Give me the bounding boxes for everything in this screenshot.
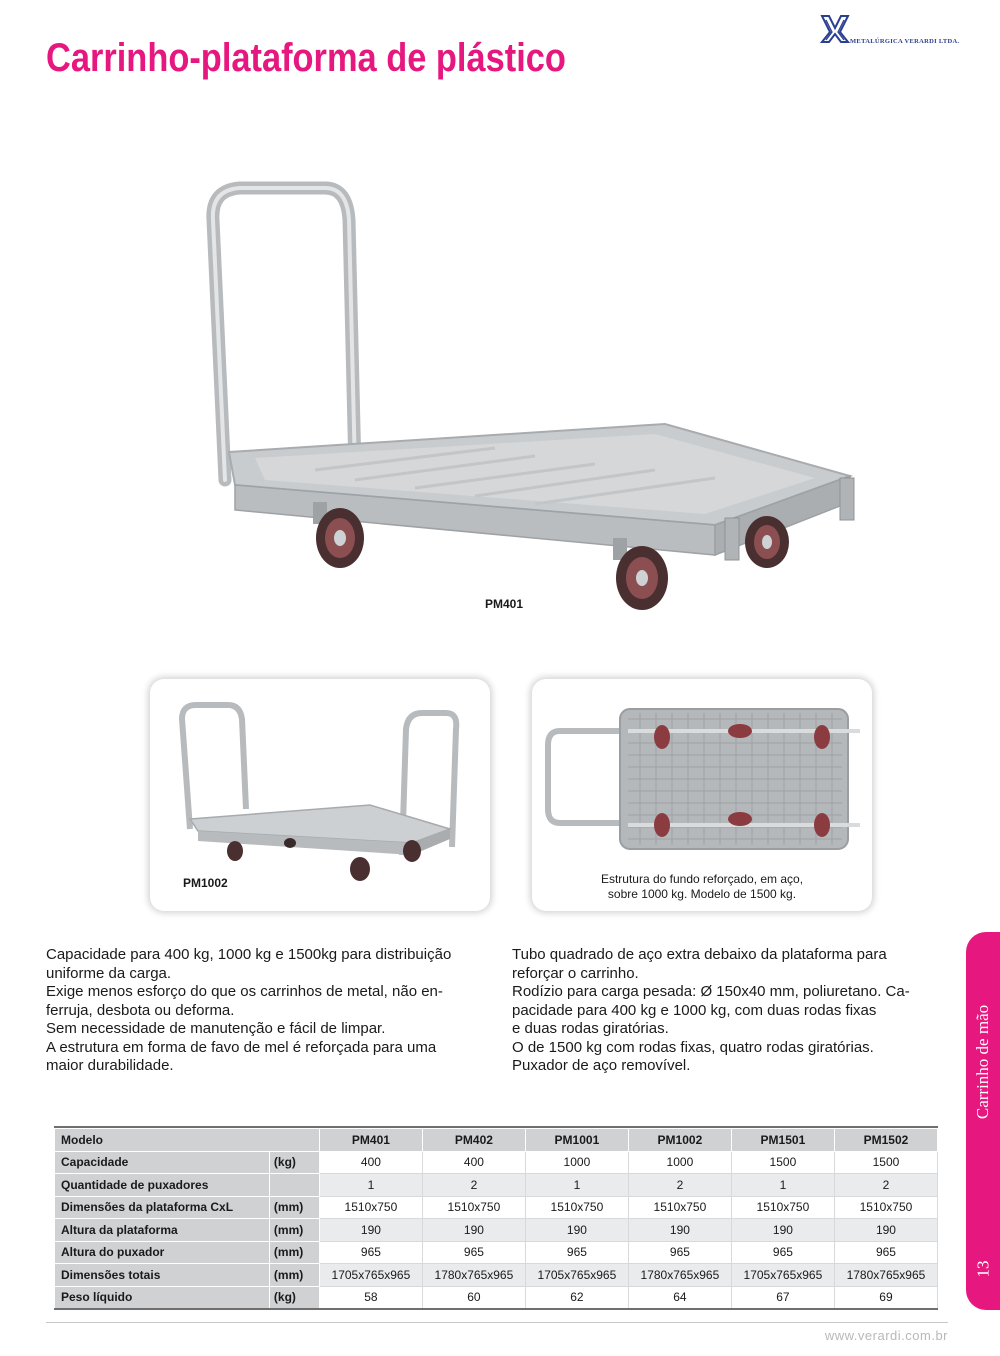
row-unit: (mm) bbox=[269, 1241, 319, 1264]
description-line: Tubo quadrado de aço extra debaixo da plataforma para bbox=[512, 946, 887, 963]
table-cell: 2 bbox=[834, 1174, 937, 1197]
cart-pm401-image bbox=[195, 180, 875, 620]
table-row bbox=[55, 1174, 938, 1197]
row-label: Dimensões totais bbox=[55, 1264, 270, 1287]
description-line: maior durabilidade. bbox=[46, 1057, 174, 1074]
wheel-rear-right bbox=[745, 516, 789, 568]
row-label: Dimensões da plataforma CxL bbox=[55, 1196, 270, 1219]
table-row bbox=[55, 1241, 938, 1264]
row-label: Altura do puxador bbox=[55, 1241, 270, 1264]
table-cell: 965 bbox=[319, 1241, 422, 1264]
underside-caption bbox=[542, 872, 862, 902]
table-cell: 1780x765x965 bbox=[422, 1264, 525, 1287]
table-cell: 965 bbox=[422, 1241, 525, 1264]
table-cell: 1500 bbox=[834, 1151, 937, 1174]
table-cell: 1780x765x965 bbox=[628, 1264, 731, 1287]
underside-caption-line1: Estrutura do fundo reforçado, em aço, bbox=[600, 872, 804, 886]
row-label: Capacidade bbox=[55, 1151, 270, 1174]
table-cell: 1510x750 bbox=[422, 1196, 525, 1219]
table-header-label: Modelo bbox=[55, 1129, 320, 1152]
table-cell: 190 bbox=[525, 1219, 628, 1242]
table-cell: 1780x765x965 bbox=[834, 1264, 937, 1287]
table-header-model: PM401 bbox=[319, 1129, 422, 1152]
table-cell: 58 bbox=[319, 1286, 422, 1309]
logo-mark-icon bbox=[820, 14, 850, 44]
table-header-row bbox=[55, 1129, 938, 1152]
table-cell: 67 bbox=[731, 1286, 834, 1309]
table-cell: 1705x765x965 bbox=[319, 1264, 422, 1287]
row-label: Peso líquido bbox=[55, 1286, 270, 1309]
table-cell: 62 bbox=[525, 1286, 628, 1309]
table-row bbox=[55, 1286, 938, 1309]
table-cell: 1500 bbox=[731, 1151, 834, 1174]
row-unit: (mm) bbox=[269, 1264, 319, 1287]
table-cell: 64 bbox=[628, 1286, 731, 1309]
row-unit: (kg) bbox=[269, 1151, 319, 1174]
row-unit: (kg) bbox=[269, 1286, 319, 1309]
table-cell: 400 bbox=[319, 1151, 422, 1174]
row-label: Altura da plataforma bbox=[55, 1219, 270, 1242]
description-line: Puxador de aço removível. bbox=[512, 1057, 691, 1074]
table-cell: 1705x765x965 bbox=[731, 1264, 834, 1287]
description-right bbox=[512, 946, 942, 1076]
description-line: pacidade para 400 kg e 1000 kg, com duas rodas fixas bbox=[512, 1001, 877, 1019]
table-row bbox=[55, 1264, 938, 1287]
page-title: Carrinho-plataforma de plástico bbox=[46, 36, 566, 80]
table-cell: 190 bbox=[319, 1219, 422, 1242]
logo-text: METALÚRGICA VERARDI LTDA. bbox=[850, 38, 960, 45]
table-cell: 2 bbox=[422, 1174, 525, 1197]
table-header-model: PM1001 bbox=[525, 1129, 628, 1152]
page-number: 13 bbox=[973, 1260, 992, 1278]
row-unit: (mm) bbox=[269, 1196, 319, 1219]
table-cell: 190 bbox=[834, 1219, 937, 1242]
table-cell: 2 bbox=[628, 1174, 731, 1197]
section-side-tab bbox=[966, 932, 1000, 1310]
table-cell: 60 bbox=[422, 1286, 525, 1309]
row-unit: (mm) bbox=[269, 1219, 319, 1242]
table-row bbox=[55, 1196, 938, 1219]
row-label: Quantidade de puxadores bbox=[55, 1174, 270, 1197]
underside-caption-line2: sobre 1000 kg. Modelo de 1500 kg. bbox=[607, 887, 797, 901]
table-cell: 69 bbox=[834, 1286, 937, 1309]
table-cell: 1000 bbox=[628, 1151, 731, 1174]
table-cell: 190 bbox=[731, 1219, 834, 1242]
table-cell: 1 bbox=[319, 1174, 422, 1197]
table-header-model: PM402 bbox=[422, 1129, 525, 1152]
table-cell: 965 bbox=[525, 1241, 628, 1264]
footer-divider bbox=[46, 1322, 948, 1323]
side-tab-section: Carrinho de mão bbox=[973, 1004, 992, 1120]
table-cell: 1 bbox=[731, 1174, 834, 1197]
table-header-model: PM1002 bbox=[628, 1129, 731, 1152]
table-cell: 1510x750 bbox=[628, 1196, 731, 1219]
table-cell: 1705x765x965 bbox=[525, 1264, 628, 1287]
pm1002-caption: PM1002 bbox=[183, 876, 228, 890]
table-row bbox=[55, 1151, 938, 1174]
table-header-model: PM1502 bbox=[834, 1129, 937, 1152]
description-line: uniforme da carga. bbox=[46, 964, 172, 982]
table-cell: 965 bbox=[834, 1241, 937, 1264]
description-line: reforçar o carrinho. bbox=[512, 964, 639, 982]
table-cell: 400 bbox=[422, 1151, 525, 1174]
description-line: ferruja, desbota ou deforma. bbox=[46, 1001, 235, 1019]
description-line: e duas rodas giratórias. bbox=[512, 1020, 669, 1037]
footer-url: www.verardi.com.br bbox=[824, 1328, 948, 1343]
table-cell: 965 bbox=[628, 1241, 731, 1264]
table-cell: 190 bbox=[422, 1219, 525, 1242]
table-cell: 1510x750 bbox=[525, 1196, 628, 1219]
table-header-model: PM1501 bbox=[731, 1129, 834, 1152]
company-logo bbox=[820, 14, 960, 48]
table-cell: 1510x750 bbox=[319, 1196, 422, 1219]
description-line: A estrutura em forma de favo de mel é reforçada para uma bbox=[46, 1038, 437, 1056]
description-line: Sem necessidade de manutenção e fácil de limpar. bbox=[46, 1020, 386, 1037]
description-left bbox=[46, 946, 491, 1076]
table-cell: 965 bbox=[731, 1241, 834, 1264]
table-cell: 1000 bbox=[525, 1151, 628, 1174]
description-line: Rodízio para carga pesada: Ø 150x40 mm, poliuretano. Ca- bbox=[512, 983, 910, 1000]
table-cell: 1 bbox=[525, 1174, 628, 1197]
table-cell: 190 bbox=[628, 1219, 731, 1242]
description-line: Exige menos esforço do que os carrinhos de metal, não en- bbox=[46, 983, 443, 1000]
hero-caption: PM401 bbox=[485, 597, 524, 611]
table-cell: 1510x750 bbox=[834, 1196, 937, 1219]
table-row bbox=[55, 1219, 938, 1242]
table-cell: 1510x750 bbox=[731, 1196, 834, 1219]
row-unit bbox=[269, 1174, 319, 1197]
spec-table bbox=[54, 1128, 938, 1309]
description-line: O de 1500 kg com rodas fixas, quatro rodas giratórias. bbox=[512, 1038, 874, 1056]
description-line: Capacidade para 400 kg, 1000 kg e 1500kg para distribuição bbox=[46, 946, 452, 963]
